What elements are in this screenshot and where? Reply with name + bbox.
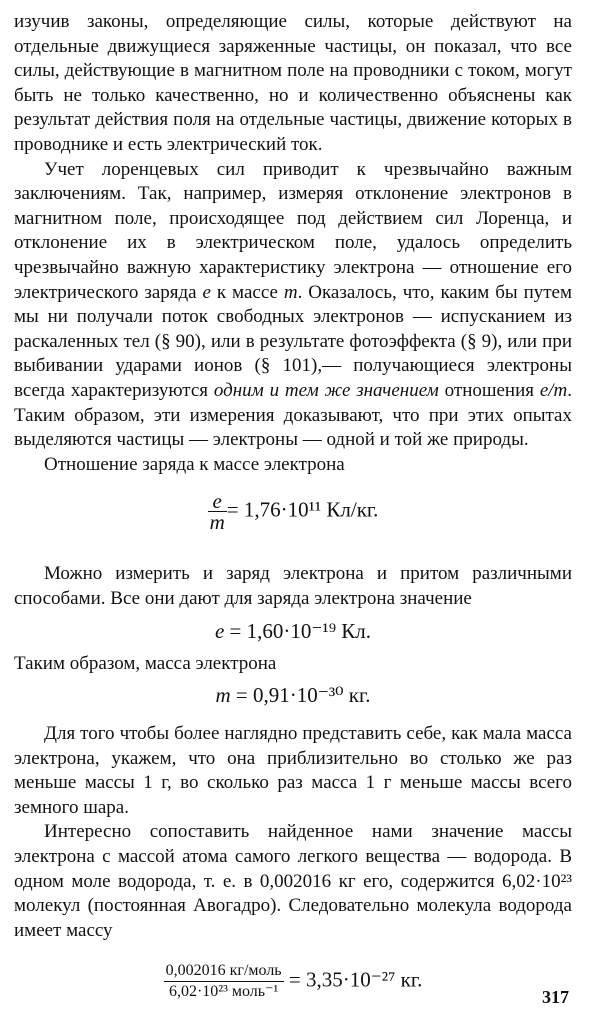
symbol-m: m xyxy=(283,281,298,303)
formula-charge-mass-ratio xyxy=(14,489,572,535)
fraction-denominator: 6,02·10²³ моль⁻¹ xyxy=(168,983,279,1001)
page-text xyxy=(14,10,572,1002)
formula-rhs: = 0,91·10⁻³⁰ кг. xyxy=(230,683,371,708)
page-number: 317 xyxy=(542,987,569,1007)
paragraph-6: Для того чтобы более наглядно представить себе, как мала масса электрона, укажем, что она приблизительно во столько же раз меньше массы 1 г, во сколько раз масса 1 г меньше массы всего земного шара. xyxy=(14,723,572,818)
paragraph-3: Отношение заряда к массе электрона xyxy=(44,453,345,475)
paragraph-5: Таким образом, масса электрона xyxy=(14,653,277,675)
formula-lhs: e xyxy=(214,619,225,644)
fraction-numerator: e xyxy=(208,491,227,512)
fraction-e-over-m xyxy=(208,489,227,535)
paragraph-2-part-a: Учет лоренцевых сил приводит к чрезвычайно важным заключениям. Так, например, измеряя отклонение электронов в магнитном поле, происходящее под действием сил Лоренца, и отклонение их в электрическом поле, удалось определить чрезвычайно важную характеристику электрона — отношение его электрического заряда xyxy=(14,158,572,303)
fraction-hydrogen xyxy=(164,961,284,1002)
paragraph-2-part-c: . Оказалось, что, каким бы путем мы ни получали поток свободных электронов — испусканием из раскаленных тел (§ 90), или в результате фотоэффекта (§ 9), или при выбивании ударами ионов (§ 101),— получающиеся электроны всегда характеризуются xyxy=(14,281,572,401)
paragraph-2-part-d: отношения xyxy=(438,379,540,401)
formula-electron-mass xyxy=(14,683,572,708)
paragraph-1: изучив законы, определяющие силы, которые действуют на отдельные движущиеся заряженные частицы, он показал, что все силы, действующие в магнитном поле на проводники с током, могут быть не только качественно, но и количественно объяснены как результат действия поля на отдельные частицы, движение которых в проводнике и есть электрический ток. xyxy=(14,11,572,155)
fraction-denominator: m xyxy=(209,510,225,535)
symbol-e: e xyxy=(202,281,211,303)
paragraph-4: Можно измерить и заряд электрона и притом различными способами. Все они дают для заряда электрона значение xyxy=(14,563,572,609)
formula-rhs: = 1,76·10¹¹ Кл/кг. xyxy=(226,497,379,522)
formula-electron-charge xyxy=(14,619,572,644)
fraction-numerator: 0,002016 кг/моль xyxy=(164,961,284,982)
paragraph-7: Интересно сопоставить найденное нами значение массы электрона с массой атома самого легкого вещества — водорода. В одном моле водорода, т. е. в 0,002016 кг его, содержится 6,02·10²³ молекул (постоянная Авогадро). Следовательно молекула водорода имеет массу xyxy=(14,821,572,941)
paragraph-2 xyxy=(14,158,572,453)
formula-rhs: = 1,60·10⁻¹⁹ Кл. xyxy=(224,619,372,644)
paragraph-2-part-b: к массе xyxy=(210,281,284,303)
paragraph-2-part-e: . Таким образом, эти измерения доказывают, что при этих опытах выделяются частицы — электроны — одной и той же природы. xyxy=(14,379,573,451)
formula-rhs: = 3,35·10⁻²⁷ кг. xyxy=(283,967,423,992)
formula-hydrogen-molecule-mass xyxy=(14,961,572,1002)
emphasis-same-value: одним и тем же значением xyxy=(213,379,439,401)
formula-lhs: m xyxy=(215,683,231,708)
symbol-e-over-m: e/m xyxy=(539,379,568,401)
